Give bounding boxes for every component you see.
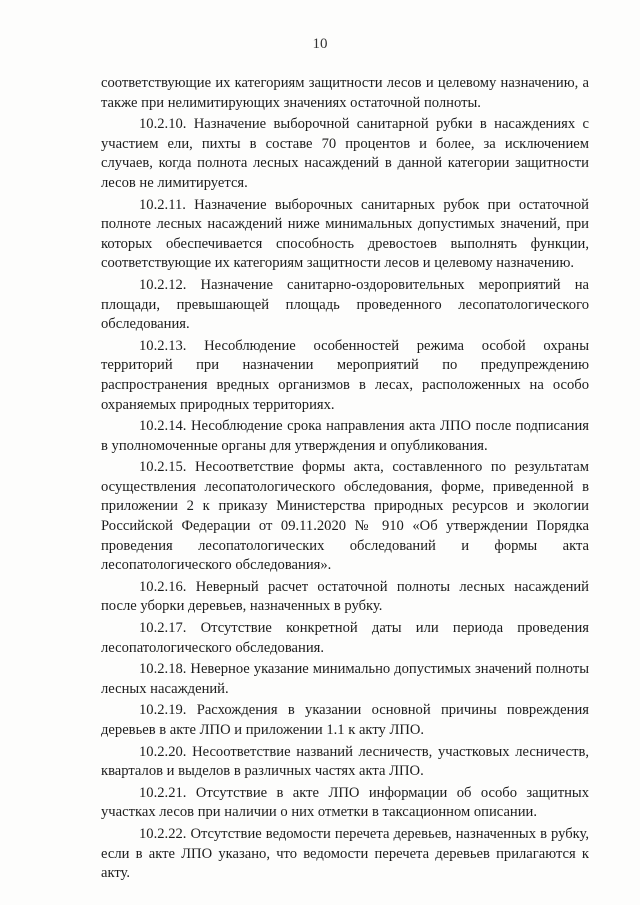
paragraph-10-2-12: 10.2.12. Назначение санитарно-оздоровительных мероприятий на площади, превышающей площадь проведенного лесопатологического обследования. — [101, 276, 589, 333]
paragraph-10-2-10: 10.2.10. Назначение выборочной санитарной рубки в насаждениях с участием ели, пихты в составе 70 процентов и более, за исключением случаев, когда полнота лесных насаждений в данной категории защитности лесов не лимитируется. — [101, 116, 589, 191]
paragraph-10-2-21: 10.2.21. Отсутствие в акте ЛПО информации об особо защитных участках лесов при наличии о них отметки в таксационном описании. — [101, 784, 589, 821]
paragraph-10-2-13: 10.2.13. Несоблюдение особенностей режима особой охраны территорий при назначении мероприятий по предупреждению распространения вредных организмов в лесах, расположенных на особо охраняемых природных территориях. — [101, 337, 589, 413]
paragraph-10-2-18: 10.2.18. Неверное указание минимально допустимых значений полноты лесных насаждений. — [101, 661, 589, 697]
paragraph-10-2-20: 10.2.20. Несоответствие названий лесничеств, участковых лесничеств, кварталов и выделов в различных частях акта ЛПО. — [101, 743, 589, 780]
paragraph-10-2-19: 10.2.19. Расхождения в указании основной причины повреждения деревьев в акте ЛПО и приложении 1.1 к акту ЛПО. — [101, 702, 589, 738]
paragraph-continuation: соответствующие их категориям защитности лесов и целевому назначению, а также при нелимитирующих значениях остаточной полноты. — [101, 75, 589, 111]
paragraph-10-2-22: 10.2.22. Отсутствие ведомости перечета деревьев, назначенных в рубку, если в акте ЛПО указано, что ведомости перечета деревьев прилагаются к акту. — [101, 825, 589, 882]
paragraph-10-2-15: 10.2.15. Несоответствие формы акта, составленного по результатам осуществления лесопатологического обследования, форме, приведенной в приложении 2 к приказу Министерства природных ресурсов и экологии Российской Федерации от 09.11.2020 № 910 «Об утверждении Порядка проведения лесопатологических обследований и формы акта лесопатологического обследования». — [101, 459, 589, 574]
paragraph-10-2-14: 10.2.14. Несоблюдение срока направления акта ЛПО после подписания в уполномоченные органы для утверждения и опубликования. — [101, 418, 589, 454]
paragraph-10-2-17: 10.2.17. Отсутствие конкретной даты или периода проведения лесопатологического обследования. — [101, 620, 589, 656]
document-body — [101, 74, 589, 884]
page-number: 10 — [312, 36, 328, 52]
paragraph-10-2-11: 10.2.11. Назначение выборочных санитарных рубок при остаточной полноте лесных насаждений ниже минимальных допустимых значений, при которых обеспечивается способность древостоев выполнять функции, соответствующие их категориям защитности лесов и целевому назначению. — [101, 196, 589, 272]
paragraph-10-2-16: 10.2.16. Неверный расчет остаточной полноты лесных насаждений после уборки деревьев, назначенных в рубку. — [101, 578, 589, 615]
